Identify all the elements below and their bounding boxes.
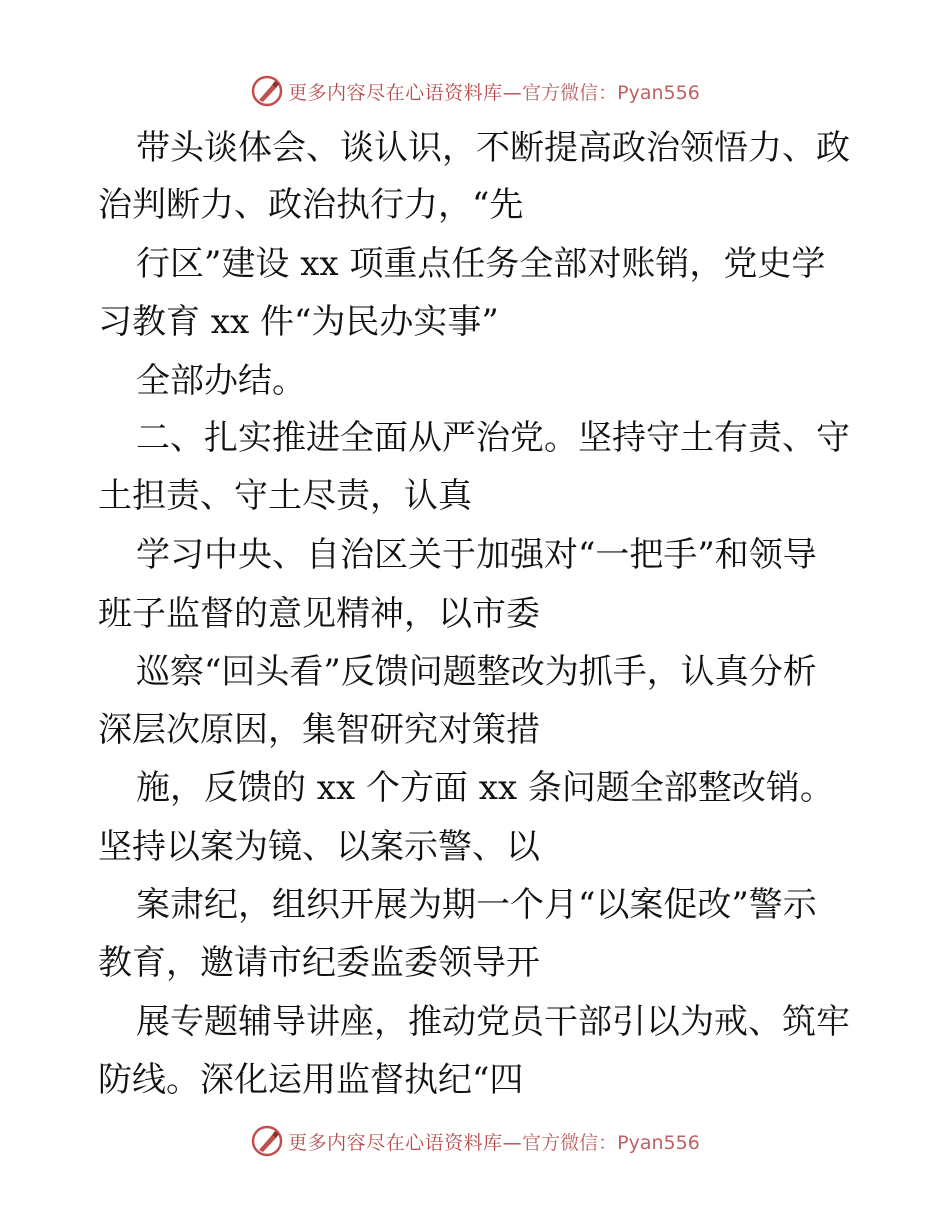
text-line: 巡察“回头看”反馈问题整改为抓手，认真分析 — [136, 652, 817, 692]
text-line: 深层次原因，集智研究对策措 — [98, 710, 540, 750]
pen-nib-icon — [250, 1124, 284, 1158]
text-line: 行区”建设 xx 项重点任务全部对账销，党史学 — [136, 244, 826, 284]
watermark-text: 更多内容尽在心语资料库— — [288, 81, 523, 104]
text-line: 二、扎实推进全面从严治党。坚持守土有责、守 — [136, 418, 850, 458]
text-line: 治判断力、政治执行力，“先 — [98, 185, 524, 225]
text-line: 土担责、守土尽责，认真 — [98, 476, 472, 516]
text-line: 全部办结。 — [136, 361, 306, 401]
watermark-suffix: 官方微信：Pyan556 — [522, 1131, 700, 1154]
text-line: 习教育 xx 件“为民办实事” — [98, 302, 499, 342]
text-line: 防线。深化运用监督执纪“四 — [98, 1060, 524, 1100]
watermark-text: 更多内容尽在心语资料库— — [288, 1131, 523, 1154]
watermark-suffix: 官方微信：Pyan556 — [522, 81, 700, 104]
text-line: 案肃纪，组织开展为期一个月“以案促改”警示 — [136, 885, 817, 925]
text-line: 坚持以案为镜、以案示警、以 — [98, 827, 540, 867]
footer-watermark — [0, 1121, 950, 1161]
header-watermark — [0, 71, 950, 111]
text-line: 带头谈体会、谈认识，不断提高政治领悟力、政 — [136, 128, 850, 168]
text-line: 施，反馈的 xx 个方面 xx 条问题全部整改销。 — [136, 768, 834, 808]
text-line: 班子监督的意见精神，以市委 — [98, 594, 540, 634]
pen-nib-icon — [250, 74, 284, 108]
text-line: 学习中央、自治区关于加强对“一把手”和领导 — [136, 535, 817, 575]
text-line: 展专题辅导讲座，推动党员干部引以为戒、筑牢 — [136, 1002, 850, 1042]
text-line: 教育，邀请市纪委监委领导开 — [98, 943, 540, 983]
